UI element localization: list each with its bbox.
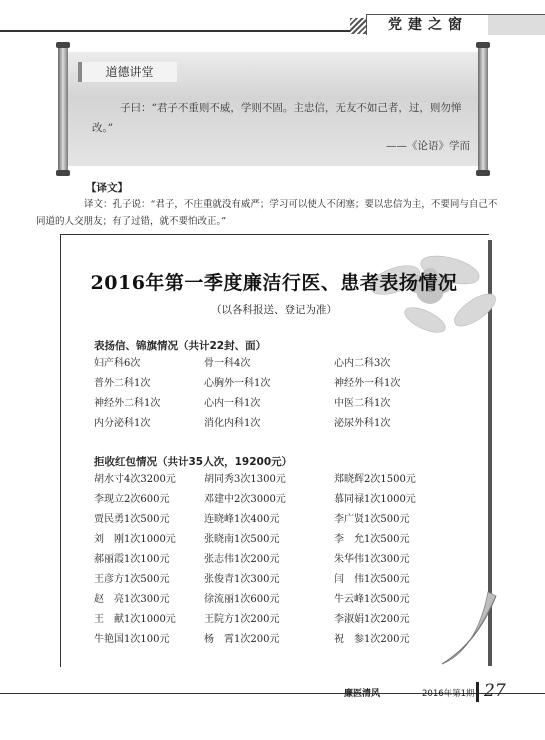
table-cell: 慕同禄1次1000元 — [334, 494, 416, 505]
table-cell: 贾民勇1次500元 — [94, 514, 170, 525]
table-cell: 王院方1次200元 — [204, 614, 280, 625]
table-cell: 妇产科6次 — [94, 358, 141, 369]
table-cell: 祝 参1次200元 — [334, 634, 410, 645]
section-title: 党建之窗 — [366, 14, 490, 35]
translation-text: 译文：孔子说：“君子，不庄重就没有威严；学习可以使人不闭塞；要以忠信为主，不要同与自己不同道的人交朋友；有了过错，就不要怕改正。” — [36, 199, 498, 227]
table-cell: 中医二科1次 — [334, 398, 391, 409]
table-cell: 泌尿外科1次 — [334, 418, 391, 429]
table-cell: 连晓峰1次400元 — [204, 514, 280, 525]
table-cell: 张志伟1次200元 — [204, 554, 280, 565]
scroll-rod-cap — [56, 42, 70, 48]
scroll-tag: 道德讲堂 — [78, 62, 177, 82]
table-cell: 骨一科4次 — [204, 358, 251, 369]
praise-heading: 表扬信、锦旗情况（共计22封、面） — [94, 340, 267, 352]
table-cell: 朱华伟1次300元 — [334, 554, 410, 565]
table-cell: 内分泌科1次 — [94, 418, 151, 429]
table-cell: 刘 刚1次1000元 — [94, 534, 176, 545]
table-cell: 心内二科3次 — [334, 358, 391, 369]
scroll-rod-cap — [476, 170, 490, 176]
table-cell: 杨 霄1次200元 — [204, 634, 280, 645]
scroll-right-rod — [478, 46, 488, 172]
table-cell: 李广贤1次500元 — [334, 514, 410, 525]
header-tail-decoration — [488, 14, 545, 35]
table-cell: 徐流丽1次600元 — [204, 594, 280, 605]
flower-decoration — [355, 240, 505, 350]
table-cell: 李淑娟1次200元 — [334, 614, 410, 625]
refusal-heading: 拒收红包情况（共计35人次，19200元） — [94, 456, 293, 468]
table-cell: 王彦方1次500元 — [94, 574, 170, 585]
scroll-quote: 子曰：“君子不重则不威，学则不固。主忠信，无友不如己者，过，则勿惮改。” — [92, 102, 462, 134]
header-hatch-decoration — [350, 18, 366, 34]
table-cell: 郝丽霞1次100元 — [94, 554, 170, 565]
table-cell: 胡水寸4次3200元 — [94, 474, 176, 485]
table-cell: 邓建中2次3000元 — [204, 494, 286, 505]
table-cell: 张晓南1次500元 — [204, 534, 280, 545]
table-cell: 郑晓辉2次1500元 — [334, 474, 416, 485]
table-cell: 赵 亮1次300元 — [94, 594, 170, 605]
scroll-left-rod — [58, 46, 68, 172]
table-cell: 心内一科1次 — [204, 398, 261, 409]
table-cell: 李 允1次500元 — [334, 534, 410, 545]
translation-title: 【译文】 — [86, 182, 128, 194]
scroll-rod-cap — [476, 42, 490, 48]
page-number: 27 — [484, 681, 506, 701]
scroll-rod-cap — [56, 170, 70, 176]
table-cell: 闫 伟1次500元 — [334, 574, 410, 585]
table-cell: 牛云峰1次500元 — [334, 594, 410, 605]
notice-title: 2016年第一季度廉洁行医、患者表扬情况 — [90, 272, 458, 294]
page-curl-decoration — [438, 586, 502, 666]
table-cell: 神经外一科1次 — [334, 378, 401, 389]
table-cell: 神经外二科1次 — [94, 398, 161, 409]
table-cell: 消化内科1次 — [204, 418, 261, 429]
table-cell: 牛艳国1次100元 — [94, 634, 170, 645]
footer-bar — [476, 682, 479, 702]
footer-issue: 2016年第1期 — [422, 689, 475, 699]
table-cell: 心胸外一科1次 — [204, 378, 271, 389]
table-cell: 张俊青1次300元 — [204, 574, 280, 585]
footer-magazine-name: 廉医清风 — [344, 689, 381, 699]
table-cell: 普外二科1次 — [94, 378, 151, 389]
table-cell: 胡同秀3次1300元 — [204, 474, 286, 485]
notice-subtitle: （以各科报送、登记为准） — [211, 304, 337, 316]
scroll-attribution: ——《论语》学而 — [386, 140, 470, 152]
table-cell: 李现立2次600元 — [94, 494, 170, 505]
table-cell: 王 献1次1000元 — [94, 614, 176, 625]
